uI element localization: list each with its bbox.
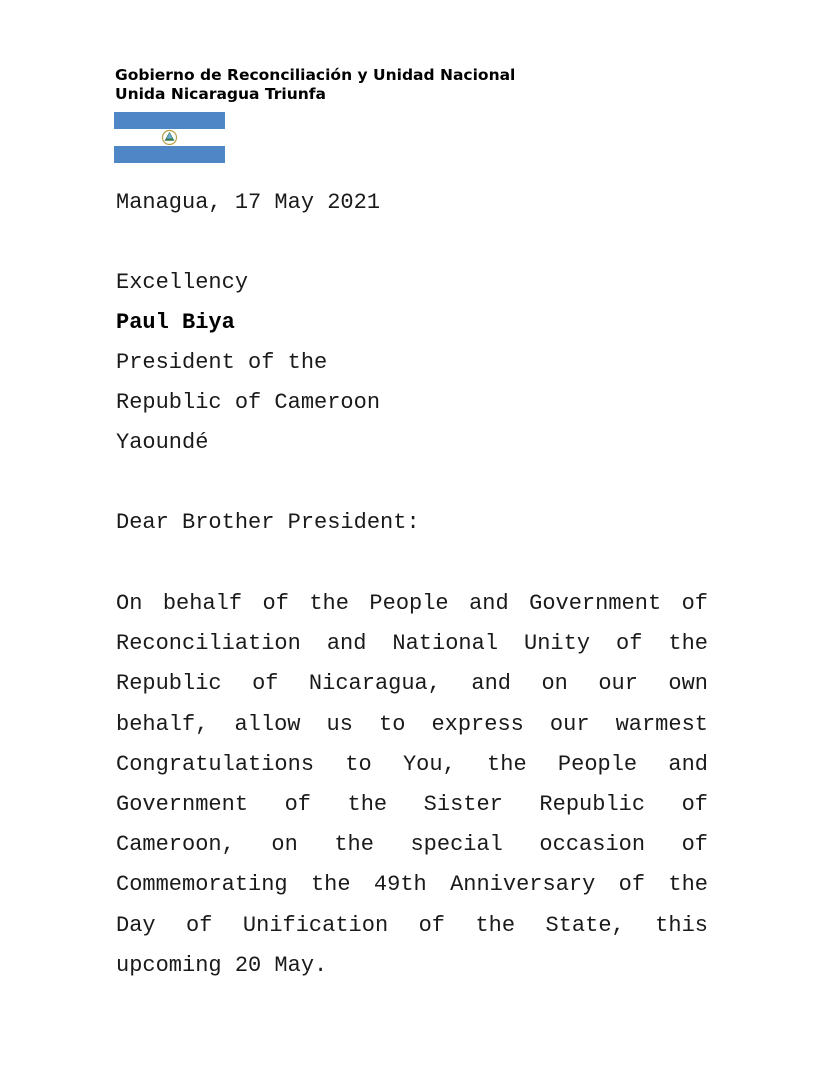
letter-body-paragraph: On behalf of the People and Government of Reconciliation and National Unity of the Republic of Nicaragua, and on our own behalf, allow us to express our warmest Congratulations to You, the People and Government of the Sister Republic of Cameroon, on the special occasion of Commemorating the 49th Anniversary of the Day of Unification of the State, this upcoming 20 May. [116, 591, 708, 978]
letter-date: Managua, 17 May 2021 [116, 190, 381, 215]
nicaragua-flag-icon [114, 112, 225, 163]
letterhead-slogan: Unida Nicaragua Triunfa [115, 85, 327, 103]
recipient-name: Paul Biya [116, 310, 235, 335]
letterhead [115, 66, 515, 104]
recipient-title-line1: President of the [116, 350, 328, 375]
recipient-title-line2: Republic of Cameroon [116, 390, 381, 415]
recipient-city: Yaoundé [116, 430, 209, 455]
letter-greeting: Dear Brother President: [116, 510, 420, 535]
recipient-salutation: Excellency [116, 270, 249, 295]
letterhead-government-name: Gobierno de Reconciliación y Unidad Nacional [115, 66, 516, 84]
